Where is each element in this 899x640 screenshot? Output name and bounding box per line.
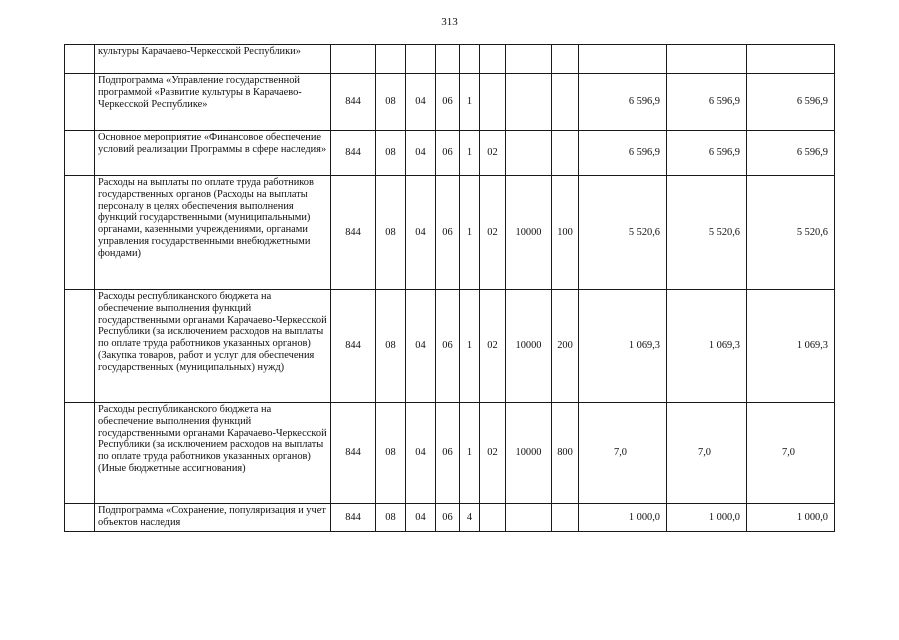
subsection-code	[406, 45, 436, 74]
admin-code: 844	[331, 131, 376, 176]
expense-type-code: 100	[552, 176, 579, 290]
amount-2: 6 596,9	[667, 74, 747, 131]
blank-cell	[65, 45, 95, 74]
subsection-code: 04	[406, 504, 436, 532]
subsection-code: 04	[406, 176, 436, 290]
table-row	[65, 290, 835, 403]
event-code: 02	[480, 176, 506, 290]
amount-3	[747, 45, 835, 74]
direction-code	[506, 45, 552, 74]
expense-type-code	[552, 74, 579, 131]
amount-1: 5 520,6	[579, 176, 667, 290]
expense-type-code	[552, 45, 579, 74]
admin-code: 844	[331, 504, 376, 532]
blank-cell	[65, 403, 95, 504]
admin-code	[331, 45, 376, 74]
blank-cell	[65, 176, 95, 290]
amount-3: 5 520,6	[747, 176, 835, 290]
row-name: культуры Карачаево-Черкесской Республики»	[95, 45, 331, 74]
table-row	[65, 74, 835, 131]
expense-type-code	[552, 504, 579, 532]
amount-3: 7,0	[747, 403, 835, 504]
section-code: 08	[376, 290, 406, 403]
event-code	[480, 74, 506, 131]
expense-type-code: 200	[552, 290, 579, 403]
table-row	[65, 45, 835, 74]
program-code: 06	[436, 290, 460, 403]
direction-code: 10000	[506, 290, 552, 403]
section-code: 08	[376, 176, 406, 290]
row-name: Подпрограмма «Управление государственной программой «Развитие культуры в Карачаево-Черкесской Республике»	[95, 74, 331, 131]
program-code: 06	[436, 403, 460, 504]
amount-1: 1 000,0	[579, 504, 667, 532]
event-code: 02	[480, 403, 506, 504]
amount-2	[667, 45, 747, 74]
subprogram-code: 4	[460, 504, 480, 532]
expense-type-code	[552, 131, 579, 176]
subprogram-code	[460, 45, 480, 74]
program-code: 06	[436, 74, 460, 131]
event-code	[480, 45, 506, 74]
direction-code	[506, 504, 552, 532]
section-code	[376, 45, 406, 74]
program-code	[436, 45, 460, 74]
table-row	[65, 403, 835, 504]
amount-1: 6 596,9	[579, 131, 667, 176]
amount-2: 1 000,0	[667, 504, 747, 532]
row-name: Подпрограмма «Сохранение, популяризация и учет объектов наследия	[95, 504, 331, 532]
table-row	[65, 176, 835, 290]
amount-1: 1 069,3	[579, 290, 667, 403]
admin-code: 844	[331, 176, 376, 290]
row-name: Расходы республиканского бюджета на обеспечение выполнения функций государственными органами Карачаево-Черкесской Республики (за исключением расходов на выплаты по оплате труда работников указанных органов) (Иные бюджетные ассигнования)	[95, 403, 331, 504]
amount-1	[579, 45, 667, 74]
table-row	[65, 131, 835, 176]
amount-1: 6 596,9	[579, 74, 667, 131]
amount-3: 1 069,3	[747, 290, 835, 403]
admin-code: 844	[331, 74, 376, 131]
expense-type-code: 800	[552, 403, 579, 504]
direction-code: 10000	[506, 176, 552, 290]
direction-code	[506, 74, 552, 131]
amount-3: 6 596,9	[747, 74, 835, 131]
row-name: Расходы республиканского бюджета на обеспечение выполнения функций государственными органами Карачаево-Черкесской Республики (за исключением расходов на выплаты по оплате труда работников указанных органов) (Закупка товаров, работ и услуг для обеспечения государственных (муниципальных) нужд)	[95, 290, 331, 403]
program-code: 06	[436, 504, 460, 532]
subsection-code: 04	[406, 131, 436, 176]
subprogram-code: 1	[460, 176, 480, 290]
event-code	[480, 504, 506, 532]
row-name: Расходы на выплаты по оплате труда работников государственных органов (Расходы на выплаты персоналу в целях обеспечения выполнения функций государственными (муниципальными) органами, казенными учреждениями, органами управления государственными внебюджетными фондами)	[95, 176, 331, 290]
section-code: 08	[376, 403, 406, 504]
direction-code	[506, 131, 552, 176]
subprogram-code: 1	[460, 403, 480, 504]
amount-2: 7,0	[667, 403, 747, 504]
row-name: Основное мероприятие «Финансовое обеспечение условий реализации Программы в сфере наследия»	[95, 131, 331, 176]
blank-cell	[65, 74, 95, 131]
subprogram-code: 1	[460, 131, 480, 176]
direction-code: 10000	[506, 403, 552, 504]
blank-cell	[65, 131, 95, 176]
event-code: 02	[480, 131, 506, 176]
section-code: 08	[376, 131, 406, 176]
event-code: 02	[480, 290, 506, 403]
subsection-code: 04	[406, 403, 436, 504]
subsection-code: 04	[406, 290, 436, 403]
amount-1: 7,0	[579, 403, 667, 504]
admin-code: 844	[331, 403, 376, 504]
program-code: 06	[436, 131, 460, 176]
subprogram-code: 1	[460, 290, 480, 403]
page-number: 313	[441, 16, 458, 28]
amount-2: 1 069,3	[667, 290, 747, 403]
amount-3: 6 596,9	[747, 131, 835, 176]
admin-code: 844	[331, 290, 376, 403]
blank-cell	[65, 504, 95, 532]
amount-2: 5 520,6	[667, 176, 747, 290]
budget-table	[64, 44, 835, 532]
section-code: 08	[376, 74, 406, 131]
amount-3: 1 000,0	[747, 504, 835, 532]
subsection-code: 04	[406, 74, 436, 131]
section-code: 08	[376, 504, 406, 532]
program-code: 06	[436, 176, 460, 290]
subprogram-code: 1	[460, 74, 480, 131]
table-row	[65, 504, 835, 532]
blank-cell	[65, 290, 95, 403]
amount-2: 6 596,9	[667, 131, 747, 176]
